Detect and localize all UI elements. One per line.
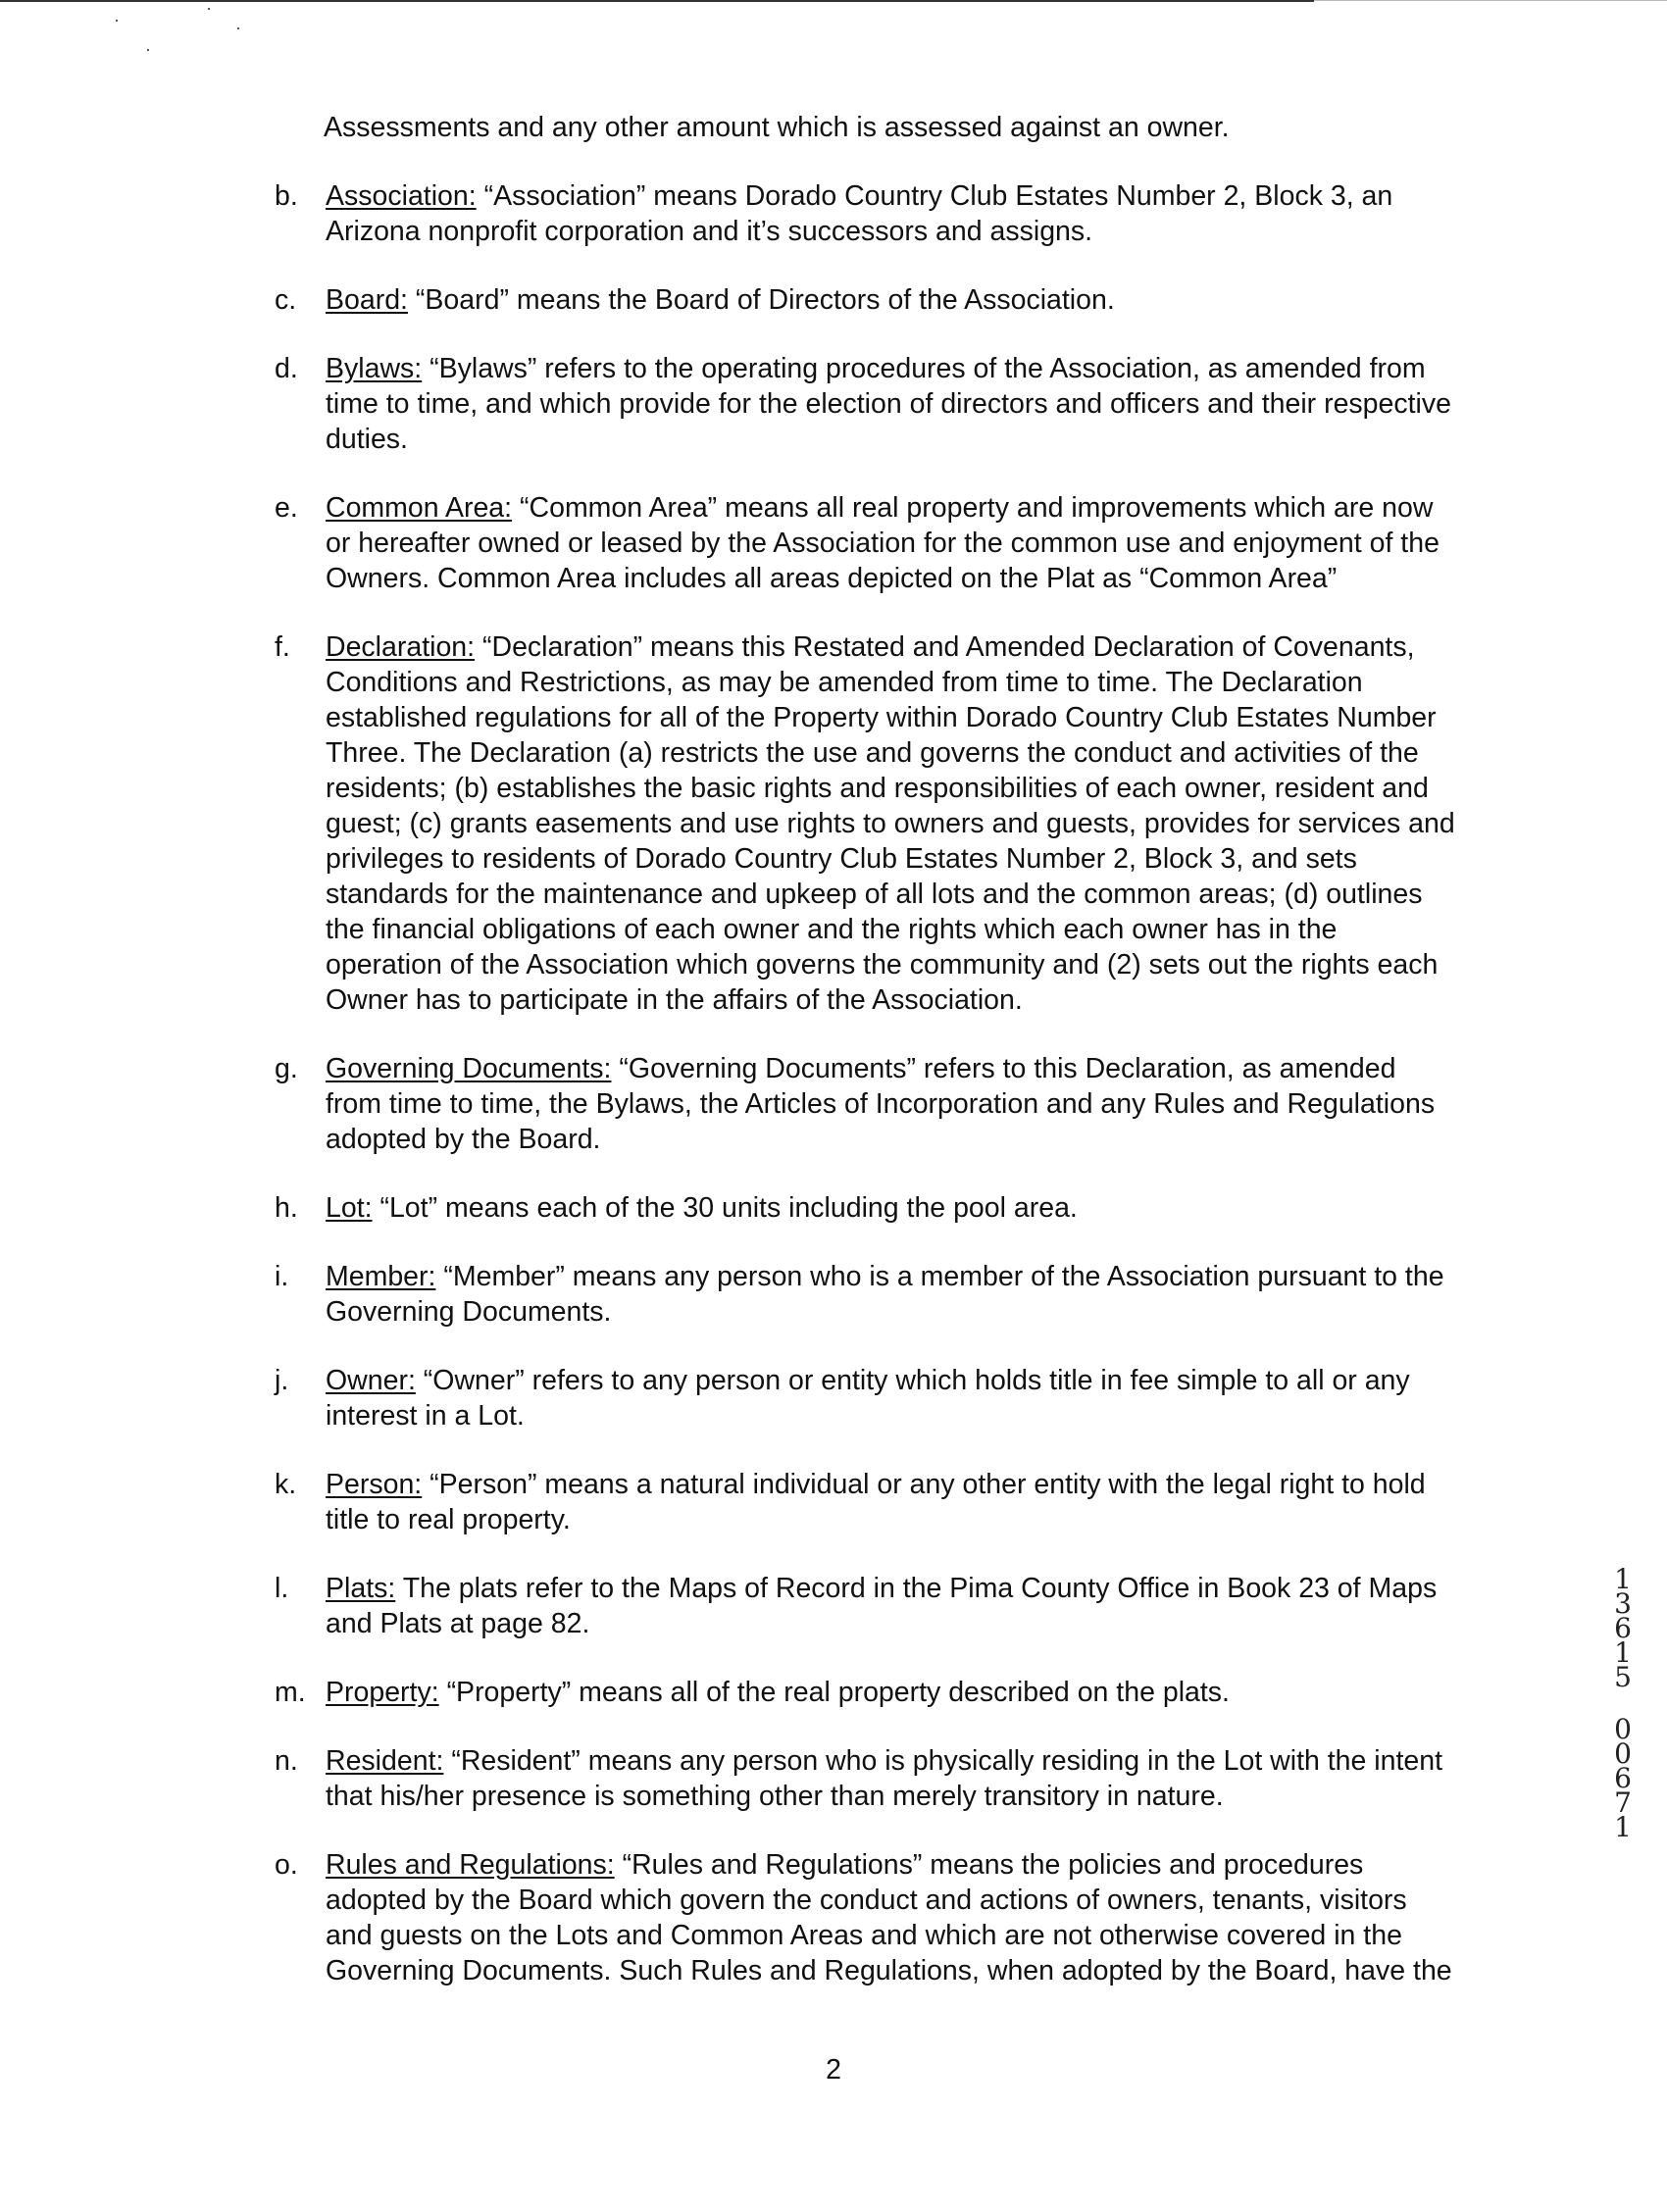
definition-item — [275, 1743, 1549, 1814]
definition-item — [275, 629, 1549, 1018]
definition-item — [275, 1467, 1549, 1537]
item-line — [326, 1398, 1549, 1433]
item-line — [326, 178, 1549, 214]
defined-term: Plats: — [326, 1573, 396, 1604]
definition-item — [275, 178, 1549, 249]
item-letter: f. — [275, 631, 290, 663]
item-body — [326, 1051, 1549, 1157]
item-body — [326, 490, 1549, 596]
line-text: title to real property. — [326, 1504, 571, 1535]
top-scan-rule-faint — [1314, 0, 1667, 1]
line-text: Governing Documents. Such Rules and Regulations, when adopted by the Board, have the — [326, 1955, 1452, 1986]
line-text: “Bylaws” refers to the operating procedures of the Association, as amended from — [429, 353, 1426, 384]
line-text: “Owner” refers to any person or entity which holds title in fee simple to all or any — [423, 1365, 1410, 1396]
stamp-digit: 0 — [1614, 1713, 1632, 1745]
item-body — [326, 1259, 1549, 1330]
item-body — [326, 1467, 1549, 1537]
line-text: “Person” means a natural individual or any other entity with the legal right to hold — [429, 1469, 1426, 1500]
item-line — [326, 282, 1549, 318]
item-letter: j. — [275, 1365, 289, 1396]
scan-speck — [237, 27, 239, 29]
item-letter: k. — [275, 1469, 297, 1500]
stamp-digit: 1 — [1614, 1636, 1632, 1669]
defined-term: Association: — [326, 180, 477, 212]
line-text: adopted by the Board which govern the conduct and actions of owners, tenants, visitors — [326, 1885, 1407, 1916]
item-line — [326, 490, 1549, 526]
item-line — [326, 1294, 1549, 1330]
item-line — [326, 1502, 1549, 1537]
defined-term: Board: — [326, 284, 408, 316]
item-body — [326, 178, 1549, 249]
line-text: operation of the Association which governs the community and (2) sets out the rights each — [326, 949, 1439, 980]
definition-item — [275, 1675, 1549, 1710]
stamp-digit: 5 — [1614, 1661, 1632, 1693]
item-letter: l. — [275, 1573, 289, 1604]
item-line — [326, 665, 1549, 700]
line-text: time to time, and which provide for the election of directors and officers and their respective — [326, 388, 1451, 420]
item-line — [326, 806, 1549, 841]
line-text: adopted by the Board. — [326, 1124, 601, 1155]
scan-speck — [208, 8, 210, 10]
stamp-digit: 6 — [1614, 1612, 1632, 1644]
item-line — [326, 1743, 1549, 1779]
stamp-digit: 1 — [1614, 1811, 1632, 1843]
item-body — [326, 282, 1549, 318]
item-body — [326, 1190, 1549, 1226]
item-line — [326, 735, 1549, 771]
item-letter: i. — [275, 1261, 289, 1292]
item-line — [326, 1779, 1549, 1814]
item-line — [326, 1918, 1549, 1953]
definition-item — [275, 282, 1549, 318]
line-text: The plats refer to the Maps of Record in the Pima County Office in Book 23 of Maps — [402, 1573, 1438, 1604]
defined-term: Governing Documents: — [326, 1053, 612, 1084]
item-line — [326, 1571, 1549, 1606]
line-text: “Rules and Regulations” means the policies and procedures — [622, 1849, 1364, 1881]
defined-term: Lot: — [326, 1192, 373, 1224]
item-line — [326, 1086, 1549, 1122]
line-text: Governing Documents. — [326, 1296, 612, 1328]
item-line — [326, 214, 1549, 249]
item-line — [326, 1051, 1549, 1086]
item-letter: e. — [275, 492, 298, 524]
item-line — [326, 912, 1549, 947]
defined-term: Rules and Regulations: — [326, 1849, 615, 1881]
definition-item — [275, 351, 1549, 457]
line-text: and guests on the Lots and Common Areas and which are not otherwise covered in the — [326, 1920, 1402, 1951]
stamp-digit: 0 — [1614, 1737, 1632, 1770]
definitions-list — [275, 178, 1549, 1988]
item-line — [326, 1467, 1549, 1502]
line-text: privileges to residents of Dorado Country Club Estates Number 2, Block 3, and sets — [326, 843, 1357, 875]
line-text: Conditions and Restrictions, as may be amended from time to time. The Declaration — [326, 667, 1363, 698]
item-line — [326, 1363, 1549, 1398]
scan-speck — [116, 20, 118, 22]
line-text: “Resident” means any person who is physically residing in the Lot with the intent — [451, 1745, 1443, 1777]
line-text: “Common Area” means all real property and improvements which are now — [520, 492, 1434, 524]
item-line — [326, 947, 1549, 982]
line-text: guest; (c) grants easements and use rights to owners and guests, provides for services and — [326, 808, 1455, 839]
item-body — [326, 1363, 1549, 1433]
definition-item — [275, 1190, 1549, 1226]
item-body — [326, 629, 1549, 1018]
item-body — [326, 1847, 1549, 1988]
stamp-digit: 1 — [1614, 1563, 1632, 1595]
line-text: residents; (b) establishes the basic rights and responsibilities of each owner, resident and — [326, 773, 1429, 804]
continuation-line: Assessments and any other amount which is assessed against an owner. — [324, 112, 1230, 143]
defined-term: Person: — [326, 1469, 423, 1500]
line-text: “Property” means all of the real property described on the plats. — [446, 1677, 1230, 1708]
item-letter: c. — [275, 284, 297, 316]
item-line — [326, 1606, 1549, 1641]
item-line — [326, 1259, 1549, 1294]
item-line — [326, 422, 1549, 457]
item-letter: b. — [275, 180, 298, 212]
item-body — [326, 1675, 1549, 1710]
scan-speck — [147, 49, 149, 51]
item-line — [326, 629, 1549, 665]
item-line — [326, 700, 1549, 735]
line-text: Three. The Declaration (a) restricts the use and governs the conduct and activities of the — [326, 737, 1419, 769]
definition-item — [275, 490, 1549, 596]
top-scan-rule — [0, 0, 1314, 2]
item-line — [326, 1675, 1549, 1710]
line-text: from time to time, the Bylaws, the Articles of Incorporation and any Rules and Regulations — [326, 1088, 1436, 1120]
defined-term: Property: — [326, 1677, 439, 1708]
page-number: 2 — [826, 2054, 841, 2086]
item-letter: m. — [275, 1677, 306, 1708]
line-text: duties. — [326, 424, 408, 455]
stamp-digit: 7 — [1614, 1786, 1632, 1819]
item-line — [326, 351, 1549, 386]
stamp-digit: 6 — [1614, 1762, 1632, 1794]
item-body — [326, 1743, 1549, 1814]
item-line — [326, 1953, 1549, 1988]
recording-number-stamp — [1605, 1563, 1641, 1843]
item-line — [326, 1883, 1549, 1918]
definition-item — [275, 1847, 1549, 1988]
item-line — [326, 526, 1549, 561]
item-line — [326, 1122, 1549, 1157]
item-letter: d. — [275, 353, 298, 384]
line-text: Arizona nonprofit corporation and it’s successors and assigns. — [326, 216, 1093, 247]
item-line — [326, 877, 1549, 912]
definition-item — [275, 1363, 1549, 1433]
item-line — [326, 1847, 1549, 1883]
stamp-digit: 3 — [1614, 1587, 1632, 1620]
line-text: and Plats at page 82. — [326, 1608, 590, 1639]
definition-item — [275, 1259, 1549, 1330]
defined-term: Bylaws: — [326, 353, 423, 384]
line-text: “Member” means any person who is a member of the Association pursuant to the — [443, 1261, 1444, 1292]
item-line — [326, 561, 1549, 596]
item-letter: n. — [275, 1745, 298, 1777]
line-text: or hereafter owned or leased by the Association for the common use and enjoyment of the — [326, 528, 1440, 559]
line-text: Owners. Common Area includes all areas depicted on the Plat as “Common Area” — [326, 563, 1338, 594]
definition-item — [275, 1571, 1549, 1641]
line-text: the financial obligations of each owner and the rights which each owner has in the — [326, 914, 1338, 945]
item-letter: g. — [275, 1053, 298, 1084]
item-line — [326, 1190, 1549, 1226]
item-line — [326, 841, 1549, 877]
line-text: Owner has to participate in the affairs of the Association. — [326, 984, 1023, 1016]
line-text: “Association” means Dorado Country Club Estates Number 2, Block 3, an — [483, 180, 1393, 212]
item-line — [326, 386, 1549, 422]
line-text: “Lot” means each of the 30 units including the pool area. — [379, 1192, 1078, 1224]
line-text: established regulations for all of the Property within Dorado Country Club Estates Number — [326, 702, 1437, 733]
item-letter: o. — [275, 1849, 298, 1881]
line-text: standards for the maintenance and upkeep of all lots and the common areas; (d) outlines — [326, 879, 1423, 910]
defined-term: Common Area: — [326, 492, 513, 524]
defined-term: Member: — [326, 1261, 436, 1292]
line-text: that his/her presence is something other than merely transitory in nature. — [326, 1781, 1224, 1812]
document-body — [275, 110, 1549, 2022]
item-line — [326, 982, 1549, 1018]
definition-item — [275, 1051, 1549, 1157]
defined-term: Resident: — [326, 1745, 444, 1777]
defined-term: Declaration: — [326, 631, 476, 663]
line-text: “Board” means the Board of Directors of the Association. — [415, 284, 1115, 316]
item-letter: h. — [275, 1192, 298, 1224]
item-line — [326, 771, 1549, 806]
line-text: interest in a Lot. — [326, 1400, 525, 1432]
line-text: “Governing Documents” refers to this Declaration, as amended — [619, 1053, 1396, 1084]
item-body — [326, 351, 1549, 457]
item-body — [326, 1571, 1549, 1641]
defined-term: Owner: — [326, 1365, 416, 1396]
line-text: “Declaration” means this Restated and Amended Declaration of Covenants, — [482, 631, 1415, 663]
